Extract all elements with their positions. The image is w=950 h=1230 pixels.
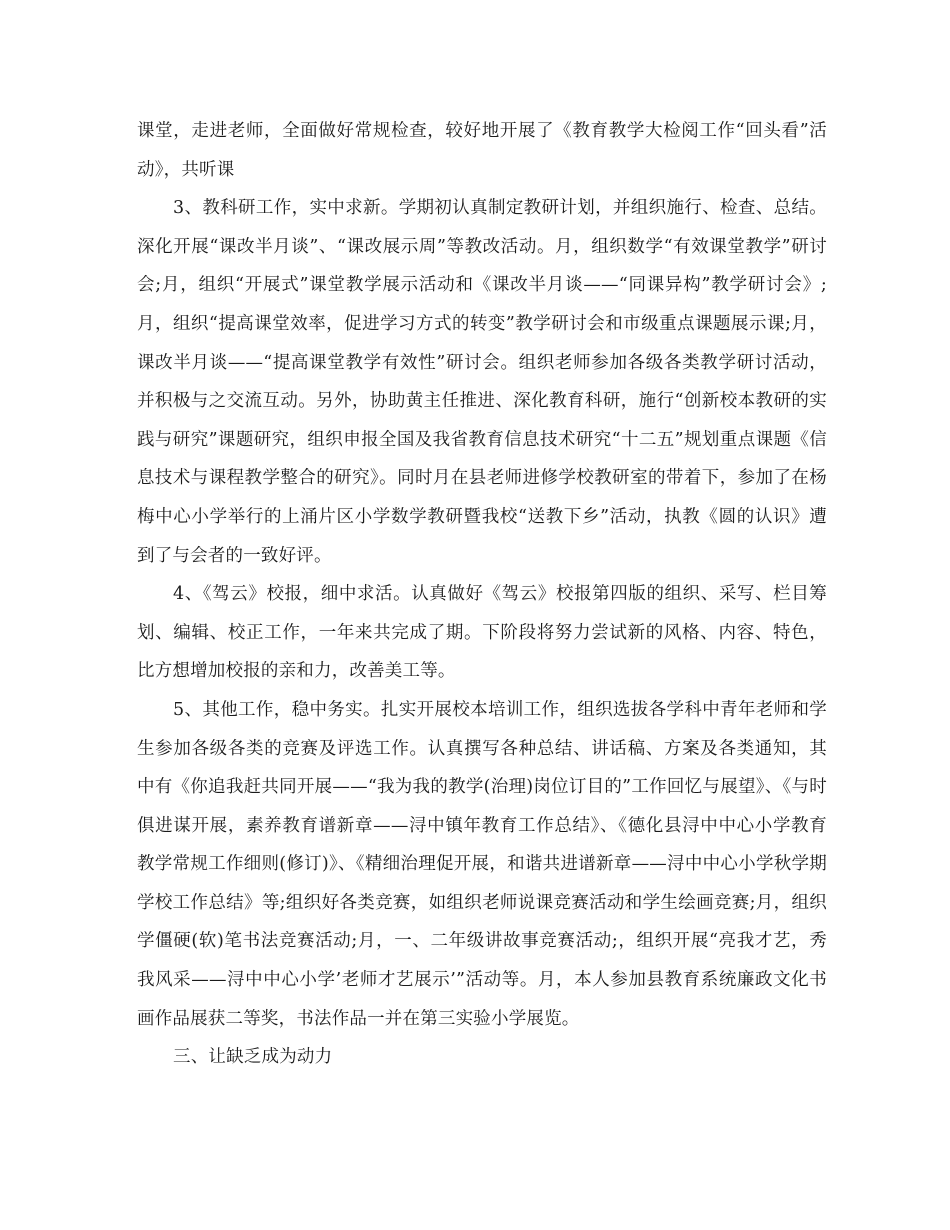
- paragraph-teaching-research: 3、教科研工作，实中求新。学期初认真制定教研计划，并组织施行、检查、总结。深化开展“课改半月谈”、“课改展示周”等教改活动。月，组织数学“有效课堂教学”研讨会;月，组织“开展式”课堂教学展示活动和《课改半月谈——“同课异构”教学研讨会》;月，组织“提高课堂效率，促进学习方式的转变”教学研讨会和市级重点课题展示课;月，课改半月谈——“提高课堂教学有效性”研讨会。组织老师参加各级各类教学研讨活动，并积极与之交流互动。另外，协助黄主任推进、深化教育科研，施行“创新校本教研的实践与研究”课题研究，组织申报全国及我省教育信息技术研究“十二五”规划重点课题《信息技术与课程教学整合的研究》。同时月在县老师进修学校教研室的带着下，参加了在杨梅中心小学举行的上涌片区小学数学教研暨我校“送教下乡”活动，执教《圆的认识》遭到了与会者的一致好评。: [137, 198, 827, 566]
- paragraph-continuation: 课堂，走进老师，全面做好常规检查，较好地开展了《教育教学大检阅工作“回头看”活动》，共听课: [137, 121, 827, 180]
- paragraph-other-work: 5、其他工作，稳中务实。扎实开展校本培训工作，组织选拔各学科中青年老师和学生参加各级各类的竞赛及评选工作。认真撰写各种总结、讲话稿、方案及各类通知，其中有《你追我赶共同开展——“我为我的教学(治理)岗位订目的”工作回忆与展望》、《与时俱进谋开展，素养教育谱新章——浔中镇年教育工作总结》、《德化县浔中中心小学教育教学常规工作细则(修订)》、《精细治理促开展，和谐共进谱新章——浔中中心小学秋学期学校工作总结》等;组织好各类竞赛，如组织老师说课竞赛活动和学生绘画竞赛;月，组织学僵硬(软)笔书法竞赛活动;月，一、二年级讲故事竞赛活动;，组织开展“亮我才艺，秀我风采——浔中中心小学’老师才艺展示’”活动等。月，本人参加县教育系统廉政文化书画作品展获二等奖，书法作品一并在第三实验小学展览。: [137, 699, 827, 1029]
- paragraph-school-newspaper: 4、《驾云》校报，细中求活。认真做好《驾云》校报第四版的组织、采写、栏目筹划、编辑、校正工作，一年来共完成了期。下阶段将努力尝试新的风格、内容、特色，比方想增加校报的亲和力，改善美工等。: [137, 584, 827, 682]
- section-heading: 三、让缺乏成为动力: [173, 1047, 333, 1068]
- document-body: [137, 112, 827, 1077]
